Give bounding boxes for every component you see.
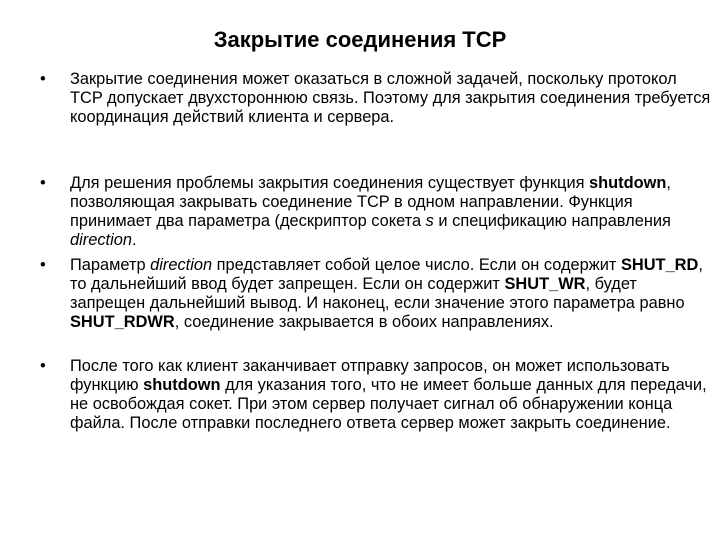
slide-title: Закрытие соединения TCP [213,27,507,52]
constant-shut-rdwr: SHUT_RDWR [70,313,175,331]
bullet-text [70,70,712,127]
bullet-text [70,256,712,332]
text-run: Закрытие соединения может оказаться в сложной задачей, поскольку протокол TCP допускает двухстороннюю связь. Поэтому для закрытия соединения требуется координация действий клиента и сервера. [70,70,711,126]
text-run: , соединение закрывается в обоих направлениях. [174,313,554,331]
bullet-icon: • [40,70,46,88]
param-direction: direction [150,256,213,274]
text-run: , позволяющая закрывать соединение TCP в одном направлении. Функция принимает два параметра (дескриптор сокета [70,174,671,230]
text-run: Параметр [70,256,151,274]
function-name-shutdown: shutdown [589,174,667,192]
bullet-icon: • [40,256,46,274]
param-s: s [425,212,434,230]
text-run: , то дальнейший ввод будет запрещен. Если он содержит [70,256,703,293]
bullet-icon: • [40,357,46,375]
constant-shut-rd: SHUT_RD [620,256,699,274]
bullet-item-2 [40,174,712,250]
constant-shut-wr: SHUT_WR [504,275,586,293]
bullet-icon: • [40,174,46,192]
text-run: . [131,231,137,249]
text-run: и спецификацию направления [433,212,671,230]
param-direction: direction [70,231,132,249]
bullet-item-4 [40,357,712,433]
text-run: , будет запрещен дальнейший вывод. И наконец, если значение этого параметра равно [70,275,685,312]
function-name-shutdown: shutdown [143,376,221,394]
bullet-text [70,174,712,250]
text-run: Для решения проблемы закрытия соединения существует функция [70,174,590,192]
text-run: для указания того, что не имеет больше данных для передачи, не освобождая сокет. При этом сервер получает сигнал об обнаружении конца файла. После отправки последнего ответа сервер может закрыть соединение. [70,376,707,432]
bullet-text [70,357,712,433]
text-run: После того как клиент заканчивает отправку запросов, он может использовать функцию [70,357,670,394]
bullet-item-3 [40,256,712,332]
bullet-item-1 [40,70,712,127]
text-run: представляет собой целое число. Если он содержит [212,256,621,274]
